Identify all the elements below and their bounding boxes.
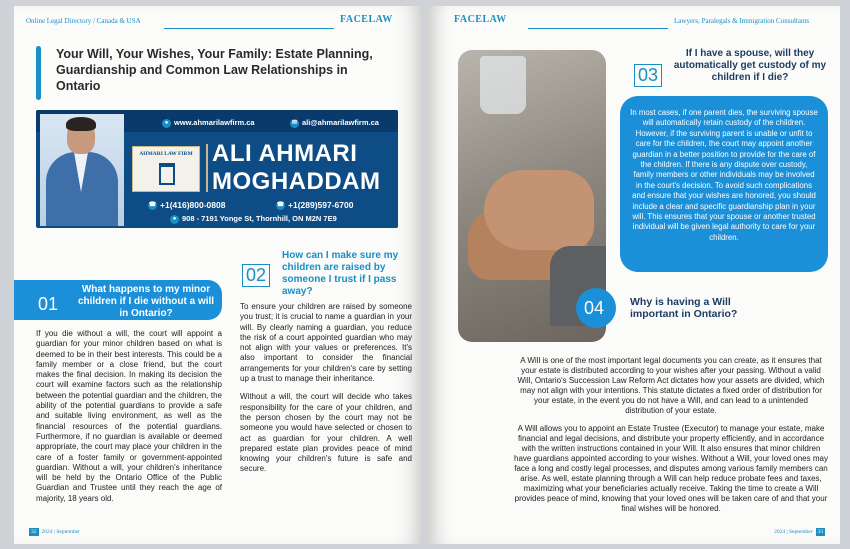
lawyer-name-line1: ALI AHMARI — [212, 140, 358, 167]
phone2-text: +1(289)597-6700 — [288, 200, 354, 210]
lawyer-banner — [36, 110, 398, 228]
header-directory: Online Legal Directory / Canada & USA — [26, 17, 141, 25]
section4-paragraph1: A Will is one of the most important legal documents you can create, as it ensures that your estate is distributed according to your wishes after your passing. Without a valid Will, Ontario's Succession Law Reform Act dictates how your assets are divided, which may not align with your intentions. This statute dictates a fixed order of distribution for your estate, in the event you do not have a Will, and can lead to a unintended distribution of your estate. — [517, 356, 825, 415]
lawyer-photo — [40, 114, 124, 226]
section2-paragraph1: To ensure your children are raised by someone you trust; it is crucial to name a guardian in your will. By clearly naming a guardian, you reduce the risk of a court appointed guardian who may not align with your values or preferences. It's also important to consider the financial arrangements for your children's care by setting up a trust to manage their inheritance. — [240, 302, 412, 384]
mail-icon: ✉ — [291, 119, 298, 126]
right-page — [428, 6, 840, 544]
section4-paragraph2: A Will allows you to appoint an Estate Trustee (Executor) to manage your estate, make financial and legal decisions, and distribute your property efficiently, and in accordance with the written instructions contained in your Will. It also ensures that minor children have guardians appointed according to your wishes. Without a Will, your loved ones may face a long and costly legal processes, and disputes among various family members can arise. As well, estate planning through a Will can help reduce probate fees and taxes, maximizing what your beneficiaries actually receive. Taking the time to create a Will provides peace of mind, knowing that your loved ones will be taken care of and that your final wishes will be honored. — [514, 424, 828, 513]
phone-icon: ☎ — [276, 202, 285, 209]
phone-icon: ☎ — [148, 202, 157, 209]
lawyer-name-line2: MOGHADDAM — [212, 168, 381, 195]
lawyer-hair — [66, 117, 96, 131]
section1-body: If you die without a will, the court will appoint a guardian for your minor children based on what is deemed to be in their best interests. This could be a family member or a close friend, but the court makes the final decision. In making its decision the court will examine factors such as the relationship between the potential guardian and the children, the ability of the potential guardians to provide a safe and suitable living environment, as well as the financial resources of the potential guardians. Furthermore, if no guardian is available or deemed appropriate, the court may place your children in the care of a foster family or government-appointed guardian. Without a will, your children's inheritance will be held by the Ontario Office of the Public Guardian and Trustee until they reach the age of majority, 18 years old. — [36, 329, 222, 503]
email-text: ali@ahmarilawfirm.ca — [302, 118, 379, 127]
upper-hand — [484, 170, 594, 250]
section3-number: 03 — [634, 64, 662, 87]
scales-icon — [159, 163, 175, 185]
section2-number-box — [242, 264, 270, 287]
phone2-contact[interactable] — [272, 198, 357, 212]
brand-logo: FACELAW — [340, 14, 393, 25]
right-page-number: 33 — [817, 529, 823, 535]
section1-number: 01 — [38, 294, 59, 314]
section4-body — [514, 356, 828, 522]
section2-number: 02 — [242, 264, 270, 287]
address-contact — [166, 212, 341, 226]
website-contact[interactable] — [158, 116, 259, 130]
section2-paragraph2: Without a will, the court will decide who takes responsibility for the care of your children, and the person chosen by the court may not be someone you would have selected or chosen to act as guardian for your children. A well prepared estate plan provides peace of mind knowing your children's future is safe and secure. — [240, 392, 412, 474]
left-page-number: 32 — [31, 529, 37, 535]
globe-icon: ● — [162, 119, 171, 128]
email-contact[interactable] — [286, 116, 383, 130]
section2-title: How can I make sure my children are raised by someone I trust if I pass away? — [282, 250, 399, 297]
water-glass — [480, 56, 526, 114]
firm-logo — [132, 146, 200, 192]
firm-logo-text: AHMARI LAW FIRM — [139, 151, 193, 157]
section3-title: If I have a spouse, will they automatically get custody of my children if I die? — [673, 48, 827, 83]
section4-title: Why is having a Will important in Ontario? — [630, 296, 738, 320]
article-title: Your Will, Your Wishes, Your Family: Estate Planning, Guardianship and Common Law Relationships in Ontario — [56, 47, 373, 93]
phone1-contact[interactable] — [144, 198, 229, 212]
address-text: 908 - 7191 Yonge St, Thornhill, ON M2N 7E9 — [182, 214, 337, 223]
header-tagline: Lawyers, Paralegals & Immigration Consultants — [674, 17, 810, 25]
left-footer-date: 2024 | September — [41, 529, 80, 535]
location-pin-icon: ● — [170, 215, 179, 224]
left-page — [14, 6, 422, 544]
name-divider — [206, 144, 208, 192]
section4-number: 04 — [584, 298, 605, 318]
right-footer-date: 2024 | September — [774, 529, 813, 535]
section2-body — [240, 302, 412, 483]
website-text: www.ahmarilawfirm.ca — [174, 118, 255, 127]
title-accent-bar — [36, 46, 41, 100]
section3-number-box — [634, 64, 662, 87]
header-rule — [164, 28, 334, 29]
left-footer — [26, 528, 80, 536]
section3-body: In most cases, if one parent dies, the surviving spouse will automatically retain custody of the children. However, if the surviving parent is unable or unfit to care for the children, the court may appoint another guardian in a better position to provide for the care of the children. If there is any dispute over custody, family members or other individuals may be involved in the court's decision. To avoid such complications and ensure that your wishes are honored, you should include a clear and specific guardianship plan in your will. This ensures that your spouse or another trusted individual will be given legal authority to care for your children. — [630, 108, 818, 242]
right-footer — [774, 528, 828, 536]
brand-logo: FACELAW — [454, 14, 507, 25]
section3-box — [620, 96, 828, 272]
phone1-text: +1(416)800-0808 — [160, 200, 226, 210]
section1-title: What happens to my minor children if I die without a will in Ontario? — [77, 284, 215, 319]
header-rule — [528, 28, 668, 29]
